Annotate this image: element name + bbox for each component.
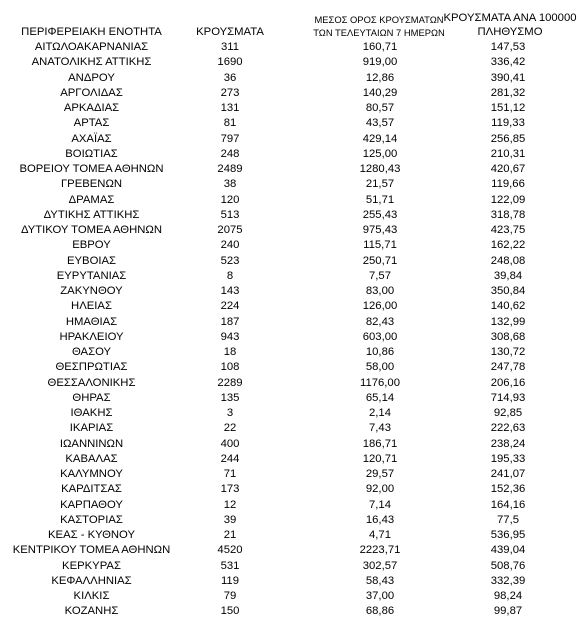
cell-cases: 81: [223, 117, 237, 130]
cell-7day-average: 68,86: [365, 605, 395, 618]
table-row: [0, 482, 582, 497]
cell-cases: 135: [220, 391, 240, 404]
cell-cases: 108: [220, 361, 240, 374]
header-7day-average-line1: ΜΕΣΟΣ ΟΡΟΣ ΚΡΟΥΣΜΑΤΩΝ: [314, 14, 444, 25]
cell-region: ΚΙΛΚΙΣ: [73, 590, 110, 602]
cell-region: ΕΒΡΟΥ: [72, 239, 111, 252]
cell-7day-average: 120,71: [362, 452, 398, 465]
cell-cases-per-100k: 350,84: [490, 285, 526, 297]
cell-cases: 187: [220, 315, 240, 328]
cell-cases-per-100k: 247,78: [490, 361, 526, 374]
cell-cases: 311: [220, 41, 239, 53]
cell-region: ΘΕΣΣΑΛΟΝΙΚΗΣ: [47, 376, 136, 389]
cell-cases-per-100k: 77,5: [497, 513, 519, 526]
table-row: [0, 86, 582, 101]
cell-cases-per-100k: 119,33: [491, 117, 525, 130]
cell-cases: 240: [220, 239, 240, 252]
cell-cases: 224: [220, 300, 240, 313]
cell-region: ΑΡΓΟΛΙΔΑΣ: [60, 86, 123, 99]
cell-region: ΒΟΡΕΙΟΥ ΤΟΜΕΑ ΑΘΗΝΩΝ: [19, 163, 164, 175]
cell-7day-average: 603,00: [362, 330, 398, 343]
cell-region: ΗΛΕΙΑΣ: [71, 300, 112, 313]
cell-region: ΑΙΤΩΛΟΑΚΑΡΝΑΝΙΑΣ: [34, 41, 149, 53]
table-row: [0, 269, 582, 284]
table-row: [0, 589, 582, 604]
cell-cases-per-100k: 222,63: [490, 422, 526, 435]
table-row: [0, 71, 582, 86]
cell-cases: 248: [220, 147, 240, 160]
cell-region: ΗΜΑΘΙΑΣ: [65, 315, 118, 328]
cell-7day-average: 160,71: [362, 41, 398, 53]
cell-7day-average: 65,14: [365, 391, 395, 404]
header-cases-per-100k: [438, 11, 582, 39]
table-body: [0, 40, 582, 620]
cell-7day-average: 37,00: [365, 590, 395, 602]
cell-7day-average: 82,43: [365, 315, 395, 328]
cell-region: ΑΡΚΑΔΙΑΣ: [63, 102, 120, 114]
cell-cases-per-100k: 508,76: [490, 559, 526, 572]
cell-region: ΚΑΡΔΙΤΣΑΣ: [61, 483, 122, 496]
cell-region: ΑΝΑΤΟΛΙΚΗΣ ΑΤΤΙΚΗΣ: [31, 56, 152, 69]
cell-cases-per-100k: 119,66: [491, 178, 525, 191]
cell-7day-average: 186,71: [362, 437, 398, 450]
table-row: [0, 559, 582, 574]
cell-cases-per-100k: 164,16: [490, 498, 526, 511]
cell-region: ΚΑΛΥΜΝΟΥ: [60, 468, 123, 480]
cell-cases: 273: [220, 86, 240, 99]
cell-cases-per-100k: 390,41: [490, 71, 526, 84]
cell-7day-average: 43,57: [365, 117, 395, 130]
cell-cases: 244: [220, 452, 240, 465]
cell-region: ΕΥΡΥΤΑΝΙΑΣ: [56, 269, 127, 282]
cell-cases-per-100k: 210,31: [490, 147, 526, 160]
table-row: [0, 498, 582, 513]
table-row: [0, 604, 582, 619]
cell-region: ΓΡΕΒΕΝΩΝ: [60, 178, 123, 191]
header-cases-per-100k-line2: ΠΛΗΘΥΣΜΟ: [477, 26, 543, 38]
cell-cases: 173: [220, 483, 240, 496]
cell-cases-per-100k: 162,22: [490, 239, 526, 252]
table-row: [0, 391, 582, 406]
cell-region: ΖΑΚΥΝΘΟΥ: [60, 285, 123, 297]
cell-7day-average: 83,00: [365, 285, 395, 297]
cell-region: ΚΑΣΤΟΡΙΑΣ: [60, 513, 123, 526]
cell-7day-average: 29,57: [365, 468, 395, 480]
cell-cases-per-100k: 439,04: [490, 544, 526, 557]
cell-region: ΚΕΑΣ - ΚΥΘΝΟΥ: [48, 529, 135, 541]
cell-cases: 119: [220, 574, 239, 587]
cell-region: ΚΕΡΚΥΡΑΣ: [62, 559, 121, 572]
cell-region: ΙΚΑΡΙΑΣ: [69, 422, 114, 435]
cell-7day-average: 7,43: [369, 422, 391, 435]
cell-7day-average: 2,14: [369, 407, 391, 419]
table-row: [0, 330, 582, 345]
table-row: [0, 467, 582, 482]
cell-cases-per-100k: 336,42: [490, 56, 526, 69]
cell-7day-average: 975,43: [362, 224, 398, 236]
table-row: [0, 345, 582, 360]
cell-7day-average: 140,29: [362, 86, 398, 99]
cell-region: ΔΡΑΜΑΣ: [68, 193, 115, 206]
table-row: [0, 421, 582, 436]
cell-cases: 943: [220, 330, 240, 343]
table-row: [0, 574, 582, 589]
cell-cases-per-100k: 206,16: [490, 376, 526, 389]
cell-7day-average: 80,57: [365, 102, 395, 114]
table-row: [0, 376, 582, 391]
cell-cases-per-100k: 241,07: [490, 468, 526, 480]
cell-cases-per-100k: 332,39: [490, 574, 526, 587]
cell-7day-average: 1280,43: [359, 163, 401, 175]
table-row: [0, 284, 582, 299]
cell-cases-per-100k: 147,53: [490, 41, 526, 53]
cell-cases-per-100k: 256,85: [490, 132, 526, 145]
header-7day-average-line2: ΤΩΝ ΤΕΛΕΥΤΑΙΩΝ 7 ΗΜΕΡΩΝ: [313, 27, 445, 38]
table-row: [0, 360, 582, 375]
cell-region: ΔΥΤΙΚΟΥ ΤΟΜΕΑ ΑΘΗΝΩΝ: [20, 224, 163, 236]
table-row: [0, 147, 582, 162]
cell-cases-per-100k: 308,68: [490, 330, 526, 343]
cell-cases-per-100k: 99,87: [493, 605, 523, 618]
cell-cases: 523: [220, 254, 240, 267]
cell-cases: 400: [220, 437, 240, 450]
header-cases: ΚΡΟΥΣΜΑΤΑ: [196, 26, 264, 38]
cell-cases: 120: [220, 193, 240, 206]
cell-cases: 39: [223, 513, 237, 526]
cell-7day-average: 255,43: [362, 208, 398, 221]
cell-cases: 2289: [217, 376, 243, 389]
cell-cases: 38: [223, 178, 237, 191]
header-region: ΠΕΡΙΦΕΡΕΙΑΚΗ ΕΝΟΤΗΤΑ: [21, 26, 162, 38]
table-row: [0, 315, 582, 330]
cell-region: ΕΥΒΟΙΑΣ: [66, 254, 117, 267]
table-row: [0, 132, 582, 147]
cell-cases: 71: [223, 468, 237, 480]
cell-cases: 797: [220, 132, 240, 145]
cell-7day-average: 4,71: [369, 529, 391, 541]
table-row: [0, 101, 582, 116]
cell-region: ΑΧΑΪΑΣ: [71, 132, 112, 145]
table-row: [0, 452, 582, 467]
table-row: [0, 116, 582, 131]
cell-region: ΒΟΙΩΤΙΑΣ: [65, 147, 118, 160]
table-row: [0, 437, 582, 452]
cell-7day-average: 58,00: [365, 361, 395, 374]
cell-cases-per-100k: 132,99: [490, 315, 526, 328]
cell-region: ΚΕΦΑΛΛΗΝΙΑΣ: [51, 574, 132, 587]
cell-7day-average: 125,00: [362, 147, 398, 160]
cell-cases: 2075: [217, 224, 243, 236]
cell-cases-per-100k: 130,72: [490, 346, 526, 358]
table-row: [0, 254, 582, 269]
cell-7day-average: 115,71: [363, 239, 397, 252]
cell-cases-per-100k: 536,95: [490, 529, 526, 541]
cell-cases-per-100k: 714,93: [490, 391, 526, 404]
table-row: [0, 40, 582, 55]
table-row: [0, 299, 582, 314]
cell-7day-average: 126,00: [362, 300, 398, 313]
cell-7day-average: 2223,71: [359, 544, 401, 557]
cell-cases-per-100k: 318,78: [490, 208, 526, 221]
cell-cases: 1690: [217, 56, 243, 69]
table-row: [0, 238, 582, 253]
table-row: [0, 543, 582, 558]
cell-region: ΚΕΝΤΡΙΚΟΥ ΤΟΜΕΑ ΑΘΗΝΩΝ: [12, 544, 171, 557]
cell-cases-per-100k: 152,36: [490, 483, 526, 496]
table-row: [0, 406, 582, 421]
cell-cases: 22: [223, 422, 237, 435]
cell-region: ΘΕΣΠΡΩΤΙΑΣ: [55, 361, 128, 374]
table-row: [0, 55, 582, 70]
cell-7day-average: 12,86: [365, 71, 395, 84]
cell-cases-per-100k: 39,84: [493, 269, 523, 282]
cell-7day-average: 7,57: [369, 269, 391, 282]
table-row: [0, 513, 582, 528]
table-row: [0, 223, 582, 238]
cell-cases-per-100k: 281,32: [490, 86, 526, 99]
table-row: [0, 208, 582, 223]
cell-region: ΚΟΖΑΝΗΣ: [64, 605, 119, 618]
cell-region: ΗΡΑΚΛΕΙΟΥ: [59, 330, 124, 343]
cell-cases-per-100k: 238,24: [490, 437, 526, 450]
cell-7day-average: 51,71: [365, 193, 395, 206]
cell-region: ΚΑΡΠΑΘΟΥ: [60, 498, 123, 511]
cell-cases-per-100k: 92,85: [493, 407, 523, 419]
cell-cases: 513: [220, 208, 240, 221]
cell-7day-average: 10,86: [365, 346, 395, 358]
cell-cases: 3: [226, 407, 234, 419]
cell-cases: 143: [220, 285, 240, 297]
cell-cases-per-100k: 195,33: [490, 452, 526, 465]
cell-cases: 36: [223, 71, 237, 84]
cell-region: ΚΑΒΑΛΑΣ: [65, 452, 118, 465]
cell-7day-average: 429,14: [362, 132, 398, 145]
cell-cases: 12: [223, 498, 237, 511]
cell-7day-average: 250,71: [362, 254, 398, 267]
cell-region: ΙΩΑΝΝΙΝΩΝ: [59, 437, 124, 450]
cell-7day-average: 58,43: [365, 574, 395, 587]
cell-cases-per-100k: 420,67: [490, 163, 526, 175]
cell-region: ΘΗΡΑΣ: [72, 391, 111, 404]
cell-cases: 18: [223, 346, 237, 358]
cell-region: ΑΡΤΑΣ: [73, 117, 110, 130]
table-row: [0, 528, 582, 543]
cell-cases: 150: [220, 605, 240, 618]
cell-7day-average: 21,57: [365, 178, 395, 191]
cell-cases: 21: [223, 529, 237, 541]
cell-region: ΙΘΑΚΗΣ: [70, 407, 113, 419]
table-row: [0, 177, 582, 192]
cell-7day-average: 1176,00: [360, 376, 400, 389]
cell-region: ΘΑΣΟΥ: [71, 346, 112, 358]
cell-7day-average: 92,00: [365, 483, 395, 496]
cell-7day-average: 7,14: [369, 498, 391, 511]
cell-cases: 8: [226, 269, 234, 282]
cell-cases-per-100k: 248,08: [490, 254, 526, 267]
cell-cases: 131: [220, 102, 240, 114]
cell-cases-per-100k: 140,62: [490, 300, 526, 313]
cell-cases-per-100k: 98,24: [493, 590, 523, 602]
cell-7day-average: 302,57: [362, 559, 398, 572]
cell-cases-per-100k: 151,12: [490, 102, 526, 114]
table-row: [0, 193, 582, 208]
table-row: [0, 162, 582, 177]
cell-region: ΔΥΤΙΚΗΣ ΑΤΤΙΚΗΣ: [43, 208, 140, 221]
cell-cases-per-100k: 423,75: [490, 224, 526, 236]
cell-region: ΑΝΔΡΟΥ: [68, 71, 115, 84]
cell-cases: 79: [223, 590, 237, 602]
cell-7day-average: 919,00: [362, 56, 398, 69]
cell-cases: 2489: [217, 163, 243, 175]
cell-cases: 4520: [217, 544, 243, 557]
header-cases-per-100k-line1: ΚΡΟΥΣΜΑΤΑ ΑΝΑ 100000: [443, 12, 577, 24]
cell-cases-per-100k: 122,09: [490, 193, 526, 206]
cell-7day-average: 16,43: [365, 513, 395, 526]
cell-cases: 531: [220, 559, 240, 572]
